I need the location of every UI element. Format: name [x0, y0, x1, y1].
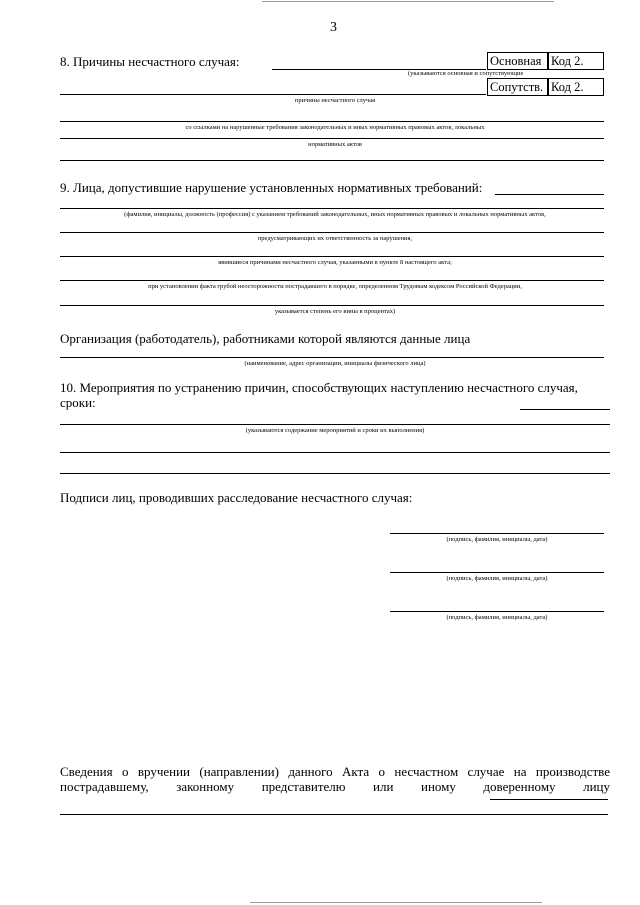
cause-line-2 — [60, 94, 486, 95]
main-cause-code: Код 2. — [551, 54, 584, 68]
persons-line-3 — [60, 256, 604, 257]
secondary-cause-label: Сопутств. — [490, 80, 544, 94]
hint-persons-5: указывается степень его вины в процентах) — [274, 308, 396, 315]
hint-acts: нормативных актов — [308, 141, 362, 148]
delivery-text: Сведения о вручении (направлении) данного Акта о несчастном случае на производстве пострадавшему, законному представителю или иному доверенному лицу — [60, 764, 610, 794]
secondary-cause-label-box — [487, 78, 548, 96]
hint-persons-2: предусматривающих их ответственность за нарушения, — [257, 235, 413, 242]
delivery-line-1 — [60, 814, 608, 815]
cause-line-3 — [60, 121, 604, 122]
organization-line — [60, 357, 604, 358]
signatures-title: Подписи лиц, проводивших расследование несчастного случая: — [60, 490, 413, 505]
persons-line-2 — [60, 232, 604, 233]
measures-title-line — [520, 409, 610, 410]
signature-hint-2: (подпись, фамилия, инициалы, дата) — [446, 575, 548, 582]
signature-line-3 — [390, 611, 604, 612]
secondary-cause-code: Код 2. — [551, 80, 584, 94]
cause-line-4 — [60, 138, 604, 139]
persons-line-4 — [60, 280, 604, 281]
hint-organization: (наименование, адрес организации, инициалы физического лица) — [244, 360, 426, 367]
persons-line-1 — [60, 208, 604, 209]
section8-title: 8. Причины несчастного случая: — [60, 54, 240, 69]
secondary-cause-code-box — [548, 78, 604, 96]
hint-main-causes: (указываются основная и сопутствующие — [408, 70, 524, 77]
page-number: 3 — [330, 20, 337, 35]
measures-line-3 — [60, 473, 610, 474]
delivery-title-line — [490, 799, 608, 800]
main-cause-label: Основная — [490, 54, 542, 68]
signature-line-2 — [390, 572, 604, 573]
bottom-border — [250, 902, 542, 903]
hint-cause: причины несчастного случая — [294, 97, 376, 104]
signature-hint-3: (подпись, фамилия, инициалы, дата) — [446, 614, 548, 621]
main-cause-code-box — [548, 52, 604, 70]
measures-line-1 — [60, 424, 610, 425]
persons-title-line — [495, 194, 604, 195]
signature-hint-1: (подпись, фамилия, инициалы, дата) — [446, 536, 548, 543]
main-cause-label-box — [487, 52, 548, 70]
hint-measures: (указываются содержание мероприятий и сроки их выполнения) — [245, 427, 425, 434]
section10-title: 10. Мероприятия по устранению причин, способствующих наступлению несчастного случая, сроки: — [60, 380, 578, 410]
measures-line-2 — [60, 452, 610, 453]
hint-persons-4: при установлении факта грубой неосторожности пострадавшего в порядке, определенном Трудовым кодексом Российской Федерации, — [148, 283, 522, 290]
hint-refs: со ссылками на нарушенные требования законодательных и иных нормативных правовых актов, локальных — [185, 124, 485, 131]
signature-line-1 — [390, 533, 604, 534]
top-border — [262, 1, 554, 2]
organization-title: Организация (работодатель), работниками которой являются данные лица — [60, 331, 471, 346]
hint-persons-1: (фамилия, инициалы, должность (профессия) с указанием требований законодательных, иных нормативных правовых и локальных нормативных актов, — [124, 211, 546, 218]
persons-line-5 — [60, 305, 604, 306]
section9-title: 9. Лица, допустившие нарушение установленных нормативных требований: — [60, 180, 483, 195]
hint-persons-3: явившиеся причинами несчастного случая, указанными в пункте 8 настоящего акта; — [218, 259, 452, 266]
cause-line-5 — [60, 160, 604, 161]
